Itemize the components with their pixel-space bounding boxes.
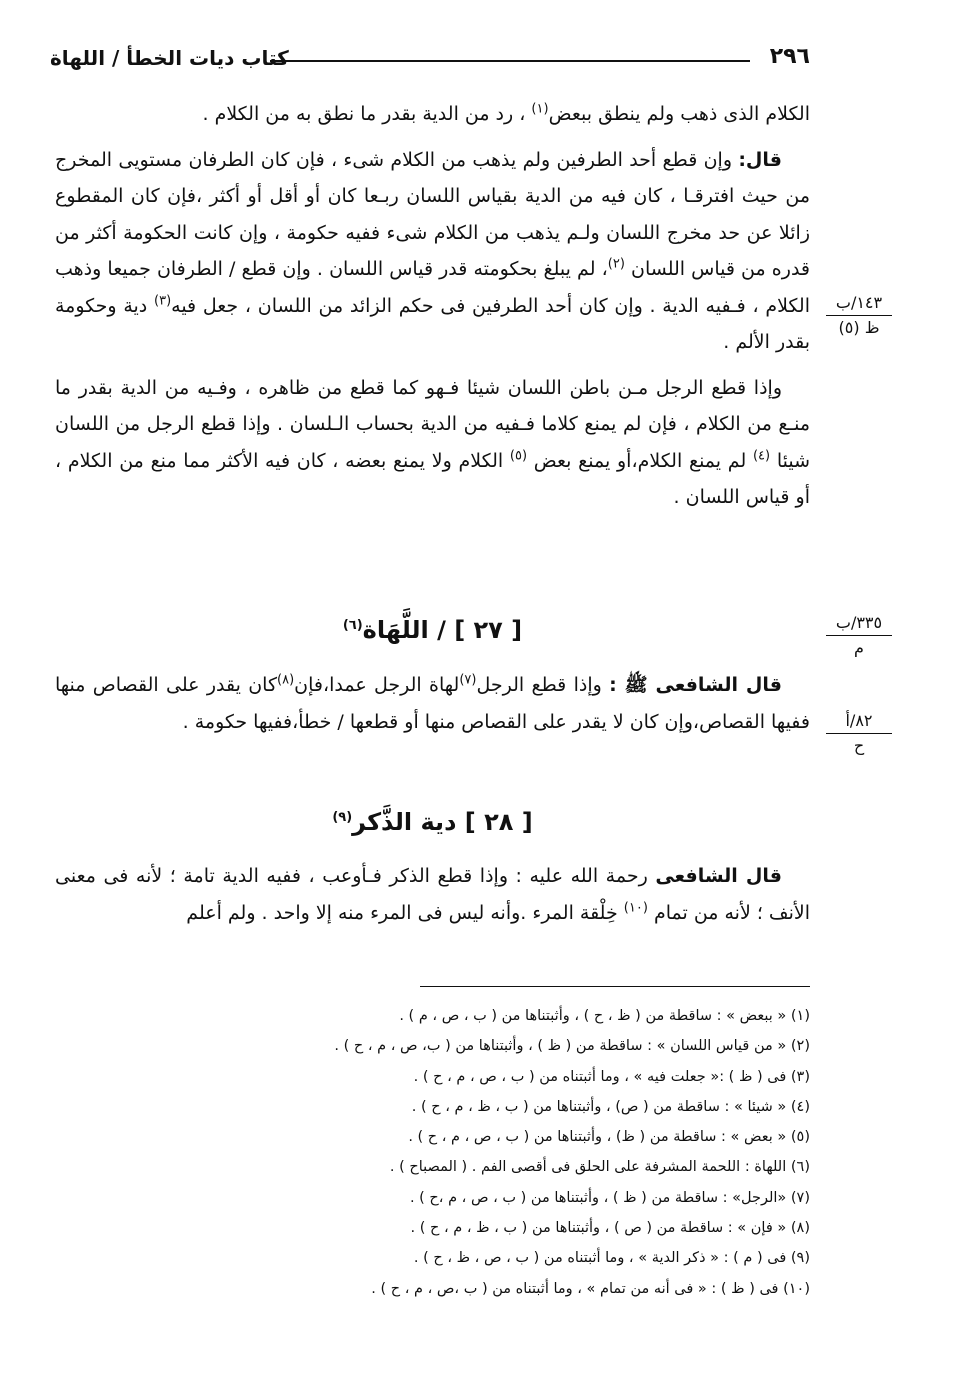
paragraph-1 (55, 96, 810, 133)
page-number: ٢٩٦ (769, 44, 810, 69)
paragraph-1-rest: ، رد من الدية بقدر ما نطق به من الكلام . (202, 103, 526, 125)
paragraph-5-text-b: خِلْقة المرء .وأنه ليس فى المرء منه إلا واحد . ولم أعلم (186, 901, 618, 924)
margin-folio-2 (826, 612, 892, 659)
footnote-ref-10[interactable]: (١٠) (623, 900, 648, 916)
paragraph-5-text-a: رحمة الله عليه : وإذا قطع الذكر فـأوعب ، ففيه الدية تامة ؛ لأنه فى معنى الأنف ؛ لأنه من تمام (55, 865, 810, 924)
paragraph-2-label: قال: (738, 148, 782, 171)
footnote-ref-3[interactable]: (٣) (154, 293, 172, 309)
footnote-rule (420, 986, 810, 987)
text-block-3 (55, 858, 810, 931)
paragraph-4-text-c: كان يقدر على القصاص منها ففيها القصاص،وإن كان لا يقدر على القصاص منها أو قطعها / خطأ،ففيها حكومة . (55, 674, 810, 733)
margin-folio-3-bottom: ح (853, 736, 865, 755)
text-block-2 (55, 667, 810, 740)
header-rule (270, 60, 750, 62)
paragraph-2-text-a: وإن قطع أحد الطرفين ولم يذهب من الكلام شىء ، فإن كان الطرفان مستويى المخرج من حيث افترقـا ، كان فيه من الدية بقياس اللسان ربـعا كان أو أقل أو أكثر ،فإن كان المقطوع زائلا عن حد مخرج اللسان ولـم يذهب من الكلام شىء ففيه حكومة ، وإن كانت الحكومة أكثر من قدره من قياس اللسان (55, 148, 810, 280)
paragraph-3-text-b: لم يمنع الكلام،أو يمنع بعض (533, 449, 747, 472)
section-heading-28-text: [ ٢٨ ] دية الذَّكر (352, 808, 533, 836)
margin-folio-2-bottom: م (854, 638, 864, 657)
paragraph-4-text-b: لهاة الرجل عمدا،فإن (294, 674, 460, 696)
footnote-ref-9[interactable]: (٩) (332, 810, 353, 825)
section-heading-27-text: [ ٢٧ ] / اللَّهَاة (362, 616, 523, 644)
footnote: (٩) فى ( م ) : « ذكر الدية » ، وما أثبتناه من ( ب ، ص ، ظ ، ح ) . (413, 1250, 810, 1267)
paragraph-2-text-c: دية وحكومة بقدر الألم . (55, 294, 810, 353)
paragraph-5 (55, 858, 810, 931)
margin-folio-3 (826, 710, 892, 757)
footnote-ref-5[interactable]: (٥) (509, 448, 528, 464)
footnote: (٦) اللهاة : اللحمة المشرفة على الحلق فى أقصى الفم . ( المصباح ) . (389, 1159, 810, 1176)
paragraph-3-text-c: الكلام ولا يمنع بعضه ، كان فيه الأكثر مما منع من الكلام ، أو قياس اللسان . (55, 449, 810, 508)
running-title: كتاب ديات الخطأ / اللهاة (50, 46, 289, 70)
margin-folio-1-bottom: ظ (٥) (838, 318, 880, 337)
footnote: (٣) فى ( ظ ) :« جعلت فيه » ، وما أثبتناه من ( ب ، ص ، م ، ح ) . (413, 1068, 810, 1085)
paragraph-4 (55, 667, 810, 740)
footnote: (٤) « شيئا » : ساقطة من ( ص) ، وأثبتناها من ( ب ، ظ ، م ، ح ) . (411, 1098, 810, 1115)
footnote: (٢) « من قياس اللسان » : ساقطة من ( ظ ) ، وأثبتناها من ( ب، ص ، م ، ح ) . (334, 1038, 810, 1055)
margin-folio-1-top: ١٤٣/ب (826, 292, 892, 316)
paragraph-1-text: الكلام الذى ذهب ولم ينطق ببعض (548, 103, 810, 125)
page-header (50, 42, 810, 76)
margin-folio-2-top: ٣٣٥/ب (826, 612, 892, 636)
footnote-ref-1[interactable]: (١) (531, 101, 549, 117)
paragraph-4-label: قال الشافعى ﷺ : (609, 674, 782, 696)
paragraph-5-label: قال الشافعى (655, 865, 782, 887)
footnote: (٨) « فإن » : ساقطة من ( ص ) ، وأثبتناها من ( ب ، ظ ، م ، ح ) . (410, 1220, 810, 1237)
footnote-ref-7[interactable]: (٧) (459, 672, 477, 688)
paragraph-2-text-b: ، لم يبلغ بحكومته قدر قياس اللسان . وإن قطع / الطرفان جميعا وذهب الكلام ، فـفيه الدية . وإن كان أحد الطرفين فى حكم الزائد من اللسان ، جعل فيه (55, 258, 810, 317)
footnote: (١) « ببعض » : ساقطة من ( ظ ، ح ) ، وأثبتناها من ( ب ، ص ، م ) . (399, 1008, 810, 1024)
paragraph-2 (55, 142, 810, 361)
footnotes (55, 1001, 810, 1304)
footnote-ref-6[interactable]: (٦) (342, 618, 363, 633)
footnote-ref-8[interactable]: (٨) (277, 672, 295, 688)
footnote-ref-2[interactable]: (٢) (607, 256, 625, 272)
text-block-1 (55, 96, 810, 516)
footnote-ref-4[interactable]: (٤) (752, 448, 771, 464)
paragraph-3 (55, 370, 810, 516)
paragraph-4-text-a: وإذا قطع الرجل (476, 674, 602, 696)
footnote: (٧) «الرجل» : ساقطة من ( ظ ) ، وأثبتناها من ( ب ، ص ، م ،ح ) . (409, 1189, 810, 1206)
footnote: (١٠) فى ( ظ ) : « فى أنه من تمام » ، وما أثبتناه من ( ب ،ص ، م ، ح ) . (371, 1280, 810, 1297)
paragraph-3-text-a: وإذا قطع الرجل مـن باطن اللسان شيئا فـهو كما قطع من ظاهره ، وفـيه من الدية بقدر ما منـع من الكلام ، فإن لم يمنع كلاما فـفيه من الدية بحساب الـلسان . وإذا قطع الرجل من اللسان شيئا (55, 376, 810, 472)
margin-folio-3-top: ٨٢/أ (826, 710, 892, 734)
section-heading-28 (55, 808, 810, 836)
footnote: (٥) « بعض » : ساقطة من ( ظ) ، وأثبتناها من ( ب ، ص ، م ، ح ) . (408, 1129, 810, 1146)
margin-folio-1 (826, 292, 892, 339)
section-heading-27 (55, 616, 810, 644)
